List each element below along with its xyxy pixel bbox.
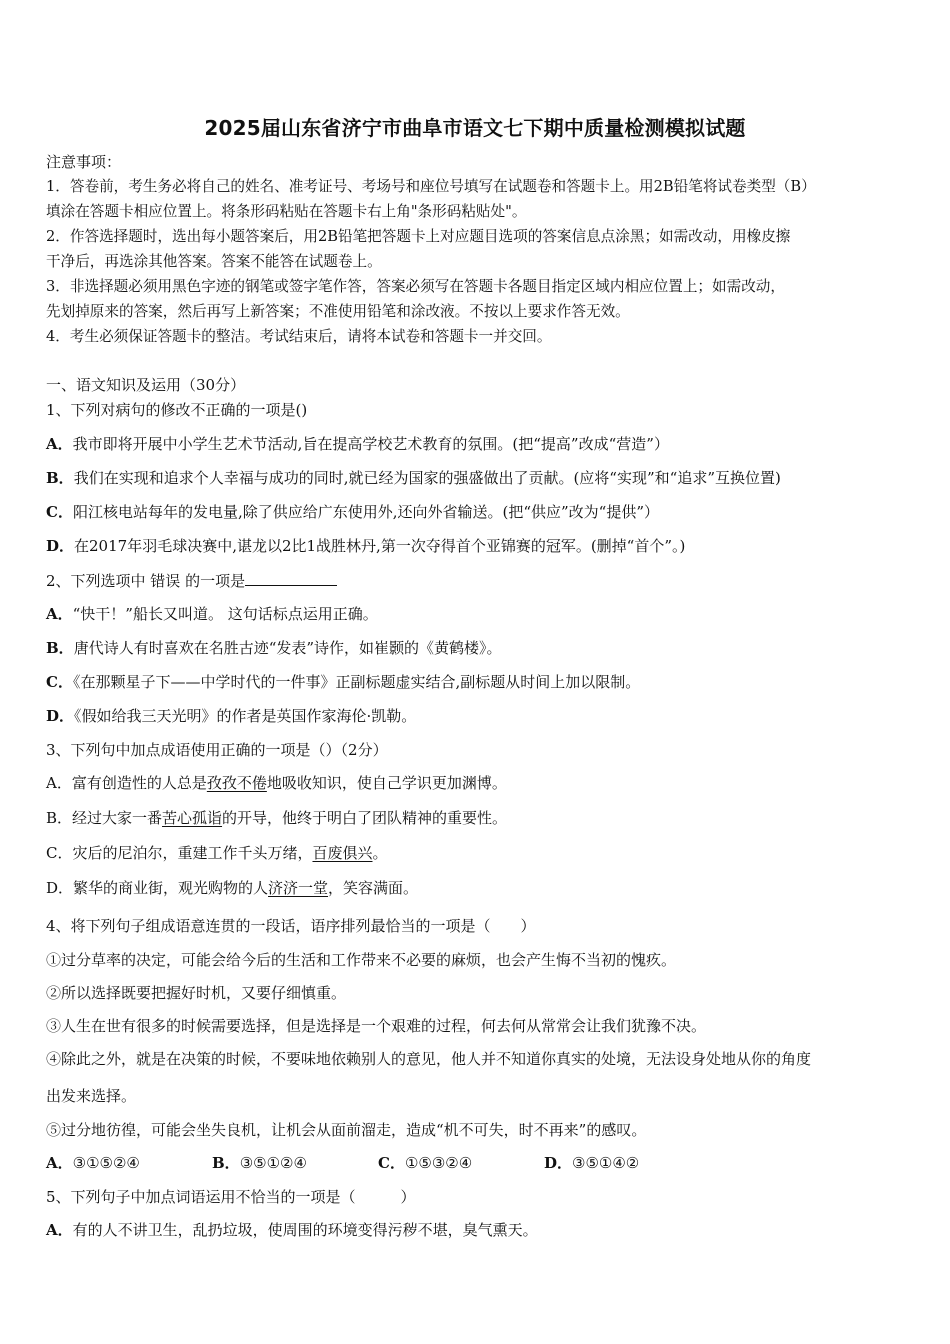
option-text: 在2017年羽毛球决赛中,谌龙以2比1战胜林丹,第一次夺得首个亚锦赛的冠军。(删掉“首个”。) bbox=[74, 537, 686, 555]
marked-idiom: 百废俱兴 bbox=[312, 844, 373, 862]
option-text: ③⑤①②④ bbox=[239, 1154, 307, 1172]
q4-option-a bbox=[46, 1153, 212, 1173]
q3-option-a bbox=[46, 773, 908, 793]
q3-option-c bbox=[46, 843, 908, 863]
option-text: 阳江核电站每年的发电量,除了供应给广东使用外,还向外省输送。(把“供应”改为“提供”） bbox=[72, 503, 660, 521]
q5-option-a bbox=[46, 1220, 908, 1240]
option-label: A． bbox=[46, 605, 73, 623]
option-text: 有的人不讲卫生，乱扔垃圾，使周围的环境变得污秽不堪，臭气熏天。 bbox=[72, 1221, 538, 1239]
option-text-post: 的开导，他终于明白了团队精神的重要性。 bbox=[222, 809, 508, 827]
option-text-pre: A．富有创造性的人总是 bbox=[46, 774, 207, 792]
q4-options bbox=[46, 1153, 908, 1173]
option-text: 我们在实现和追求个人幸福与成功的同时,就已经为国家的强盛做出了贡献。(应将“实现”和“追求”互换位置) bbox=[73, 469, 781, 487]
q4-sentence-5: ⑤过分地彷徨，可能会坐失良机，让机会从面前溜走，造成“机不可失，时不再来”的感叹。 bbox=[46, 1121, 647, 1139]
notice-line-6: 先划掉原来的答案，然后再写上新答案；不准使用铅笔和涂改液。不按以上要求作答无效。 bbox=[46, 303, 630, 320]
option-text-pre: C．灾后的尼泊尔，重建工作千头万绪， bbox=[46, 844, 313, 862]
q5-stem: 5、下列句子中加点词语运用不恰当的一项是（ ） bbox=[46, 1188, 416, 1206]
option-label: C． bbox=[378, 1154, 405, 1172]
notice-line-5: 3．非选择题必须用黑色字迹的钢笔或签字笔作答，答案必须写在答题卡各题目指定区域内相应位置上；如需改动， bbox=[46, 278, 785, 295]
option-text-post: 地吸收知识，使自己学识更加渊博。 bbox=[266, 774, 507, 792]
option-label: B． bbox=[46, 639, 74, 657]
section-heading: 一、语文知识及运用（30分） bbox=[46, 376, 246, 394]
q4-option-c bbox=[378, 1153, 544, 1173]
option-text-post: ，笑容满面。 bbox=[328, 879, 419, 897]
answer-blank bbox=[245, 570, 337, 586]
marked-idiom: 苦心孤诣 bbox=[162, 809, 223, 827]
marked-idiom: 孜孜不倦 bbox=[206, 774, 267, 792]
option-label: C． bbox=[46, 673, 73, 691]
option-text: ③⑤①④② bbox=[572, 1154, 640, 1172]
option-text: 唐代诗人有时喜欢在名胜古迹“发表”诗作，如崔颢的《黄鹤楼》。 bbox=[73, 639, 502, 657]
q3-option-d bbox=[46, 878, 908, 898]
q1-option-b bbox=[46, 468, 908, 488]
q4-sentence-1: ①过分草率的决定，可能会给今后的生活和工作带来不必要的麻烦，也会产生悔不当初的愧疚。 bbox=[46, 951, 677, 969]
notice-line-3: 2．作答选择题时，选出每小题答案后，用2B铅笔把答题卡上对应题目选项的答案信息点涂黑；如需改动，用橡皮擦 bbox=[46, 228, 791, 245]
option-text: 《在那颗星子下——中学时代的一件事》正副标题虚实结合,副标题从时间上加以限制。 bbox=[72, 673, 641, 691]
marked-idiom: 济济一堂 bbox=[268, 879, 329, 897]
q4-sentence-3: ③人生在世有很多的时候需要选择，但是选择是一个艰难的过程，何去何从常常会让我们犹豫不决。 bbox=[46, 1017, 707, 1035]
q4-sentence-2: ②所以选择既要把握好时机，又要仔细慎重。 bbox=[46, 984, 347, 1002]
option-label: D． bbox=[46, 537, 75, 555]
q2-option-b bbox=[46, 638, 908, 658]
option-text-post: 。 bbox=[372, 844, 388, 862]
notice-line-2: 填涂在答题卡相应位置上。将条形码粘贴在答题卡右上角"条形码粘贴处"。 bbox=[46, 203, 527, 220]
option-label: D． bbox=[544, 1154, 573, 1172]
q2-option-d bbox=[46, 706, 908, 726]
q4-stem: 4、将下列句子组成语意连贯的一段话，语序排列最恰当的一项是（ ） bbox=[46, 917, 536, 935]
option-label: B． bbox=[46, 469, 74, 487]
notice-line-4: 干净后，再选涂其他答案。答案不能答在试题卷上。 bbox=[46, 253, 382, 270]
option-text: “快干！”船长又叫道。 这句话标点运用正确。 bbox=[72, 605, 378, 623]
option-label: B． bbox=[212, 1154, 240, 1172]
q1-option-c bbox=[46, 502, 908, 522]
option-text: 我市即将开展中小学生艺术节活动,旨在提高学校艺术教育的氛围。(把“提高”改成“营造”） bbox=[72, 435, 669, 453]
q4-sentence-4: ④除此之外，就是在决策的时候，不要味地依赖别人的意见，他人并不知道你真实的处境，无法设身处地从你的角度 bbox=[46, 1050, 812, 1068]
q1-option-d bbox=[46, 536, 908, 556]
notice-line-1: 1．答卷前，考生务必将自己的姓名、准考证号、考场号和座位号填写在试题卷和答题卡上。用2B铅笔将试卷类型（B） bbox=[46, 178, 816, 195]
notice-line-7: 4．考生必须保证答题卡的整洁。考试结束后，请将本试卷和答题卡一并交回。 bbox=[46, 328, 552, 345]
q4-option-b bbox=[212, 1153, 378, 1173]
q4-sentence-4-cont: 出发来选择。 bbox=[46, 1087, 137, 1105]
option-label: D． bbox=[46, 707, 75, 725]
q1-stem: 1、下列对病句的修改不正确的一项是() bbox=[46, 401, 308, 419]
q2-option-a bbox=[46, 604, 908, 624]
q2-stem-text: 2、下列选项中 错误 的一项是 bbox=[46, 572, 246, 590]
q2-stem bbox=[46, 570, 908, 591]
q1-option-a bbox=[46, 434, 908, 454]
option-text: 《假如给我三天光明》的作者是英国作家海伦·凯勒。 bbox=[74, 707, 417, 725]
option-text: ①⑤③②④ bbox=[404, 1154, 473, 1172]
option-label: C． bbox=[46, 503, 73, 521]
page-title: 2025届山东省济宁市曲阜市语文七下期中质量检测模拟试题 bbox=[204, 116, 746, 140]
q4-option-d bbox=[544, 1153, 710, 1173]
option-label: A． bbox=[46, 435, 73, 453]
option-label: A． bbox=[46, 1221, 73, 1239]
q3-option-b bbox=[46, 808, 908, 828]
option-text-pre: D．繁华的商业街，观光购物的人 bbox=[46, 879, 269, 897]
q2-option-c bbox=[46, 672, 908, 692]
option-text-pre: B．经过大家一番 bbox=[46, 809, 163, 827]
notice-heading: 注意事项： bbox=[46, 153, 122, 171]
option-text: ③①⑤②④ bbox=[72, 1154, 140, 1172]
q3-stem: 3、下列句中加点成语使用正确的一项是（）（2分） bbox=[46, 741, 388, 759]
option-label: A． bbox=[46, 1154, 73, 1172]
